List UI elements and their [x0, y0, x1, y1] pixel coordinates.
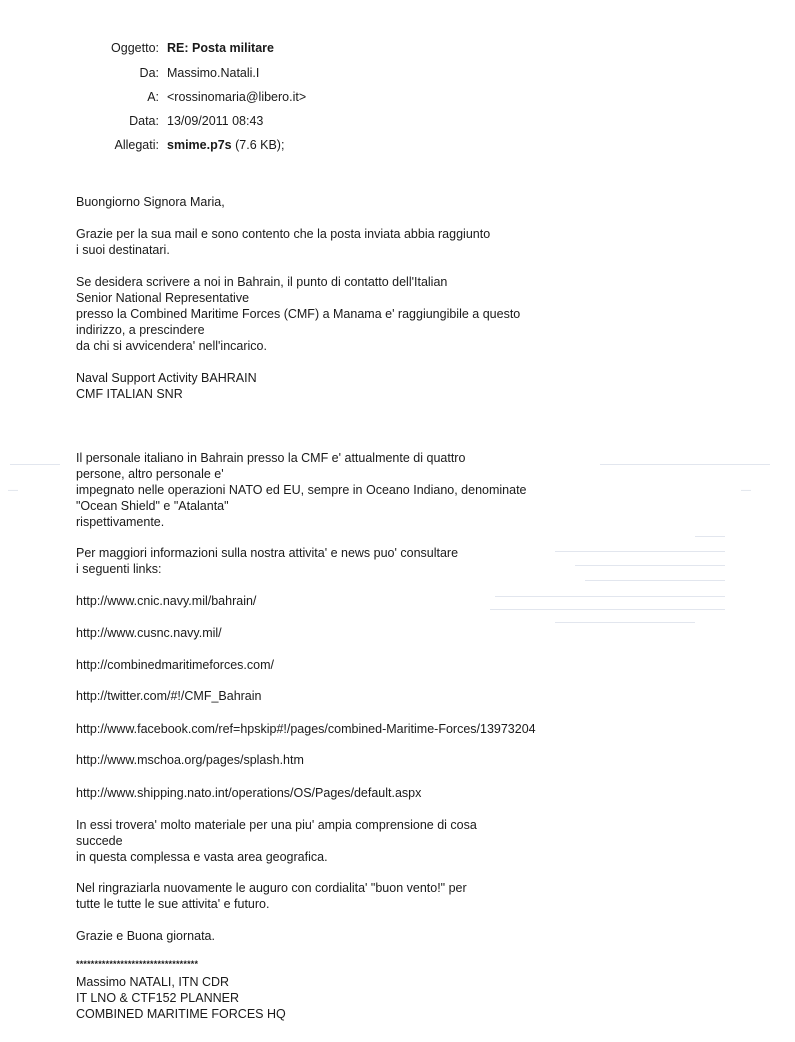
signature-line: Massimo NATALI, ITN CDR	[76, 975, 230, 989]
bleed-through-line	[695, 536, 725, 537]
attachments-label: Allegati:	[114, 138, 159, 152]
to-label: A:	[147, 90, 159, 104]
to-value: <rossinomaria@libero.it>	[167, 90, 307, 104]
subject-value: RE: Posta militare	[167, 41, 274, 55]
paragraph-personnel	[76, 450, 776, 530]
bleed-through-fragment: —	[8, 485, 18, 496]
text-line: Se desidera scrivere a noi in Bahrain, il punto di contatto dell'Italian	[76, 275, 448, 289]
closing: Grazie e Buona giornata.	[76, 929, 215, 943]
bleed-through-line	[555, 622, 695, 623]
bleed-through-line	[10, 464, 60, 465]
redaction-box	[262, 65, 358, 81]
link-twitter[interactable]: http://twitter.com/#!/CMF_Bahrain	[76, 689, 262, 703]
attachment-filename[interactable]: smime.p7s	[167, 138, 232, 152]
header-attachments-row	[0, 135, 795, 155]
attachment-entry	[167, 135, 284, 155]
link-cusnc[interactable]: http://www.cusnc.navy.mil/	[76, 626, 222, 640]
date-value: 13/09/2011 08:43	[167, 114, 264, 128]
bleed-through-line	[490, 609, 725, 610]
address-line: Naval Support Activity BAHRAIN	[76, 371, 257, 385]
text-line: "Ocean Shield" e "Atalanta"	[76, 499, 229, 513]
paragraph-wishes	[76, 880, 776, 912]
text-line: persone, altro personale e'	[76, 467, 224, 481]
link-combinedmaritimeforces[interactable]: http://combinedmaritimeforces.com/	[76, 658, 274, 672]
text-line: tutte le tutte le sue attivita' e futuro.	[76, 897, 270, 911]
link-cnic[interactable]: http://www.cnic.navy.mil/bahrain/	[76, 594, 257, 608]
text-line: presso la Combined Maritime Forces (CMF) a Manama e' raggiungibile a questo	[76, 307, 521, 321]
paragraph-contact	[76, 274, 776, 354]
text-line: Senior National Representative	[76, 291, 250, 305]
text-line: Per maggiori informazioni sulla nostra attivita' e news puo' consultare	[76, 546, 459, 560]
greeting: Buongiorno Signora Maria,	[76, 195, 225, 209]
from-value: Massimo.Natali.I	[167, 66, 260, 80]
text-line: Grazie per la sua mail e sono contento che la posta inviata abbia raggiunto	[76, 227, 491, 241]
signature-separator: *********************************	[76, 959, 199, 969]
text-line: Il personale italiano in Bahrain presso la CMF e' attualmente di quattro	[76, 451, 466, 465]
address-line: CMF ITALIAN SNR	[76, 387, 183, 401]
header-from-row	[0, 63, 795, 83]
text-line: Nel ringraziarla nuovamente le auguro con cordialita' "buon vento!" per	[76, 881, 467, 895]
paragraph-thanks	[76, 226, 776, 258]
link-nato-shipping[interactable]: http://www.shipping.nato.int/operations/OS/Pages/default.aspx	[76, 786, 422, 800]
text-line: In essi trovera' molto materiale per una piu' ampia comprensione di cosa	[76, 818, 477, 832]
text-line: i seguenti links:	[76, 562, 162, 576]
header-subject-row	[0, 38, 795, 58]
link-mschoa[interactable]: http://www.mschoa.org/pages/splash.htm	[76, 753, 304, 767]
text-line: succede	[76, 834, 123, 848]
signature-line: IT LNO & CTF152 PLANNER	[76, 991, 240, 1005]
text-line: indirizzo, a prescindere	[76, 323, 205, 337]
subject-label: Oggetto:	[111, 41, 159, 55]
from-label: Da:	[139, 66, 159, 80]
attachment-size: (7.6 KB);	[235, 138, 285, 152]
redaction-box	[74, 401, 205, 431]
signature-line: COMBINED MARITIME FORCES HQ	[76, 1007, 286, 1021]
date-label: Data:	[129, 114, 159, 128]
header-to-row	[0, 87, 795, 107]
paragraph-links-intro	[76, 545, 776, 577]
text-line: in questa complessa e vasta area geografica.	[76, 850, 328, 864]
paragraph-material	[76, 817, 776, 865]
header-date-row	[0, 111, 795, 131]
bleed-through-line	[585, 580, 725, 581]
link-facebook[interactable]: http://www.facebook.com/ref=hpskip#!/pages/combined-Maritime-Forces/13973204	[76, 722, 536, 736]
text-line: da chi si avvicendera' nell'incarico.	[76, 339, 267, 353]
mailing-address	[76, 370, 776, 402]
bleed-through-fragment: —	[741, 485, 751, 496]
text-line: impegnato nelle operazioni NATO ed EU, sempre in Oceano Indiano, denominate	[76, 483, 527, 497]
signature-block	[76, 974, 776, 1022]
text-line: rispettivamente.	[76, 515, 165, 529]
text-line: i suoi destinatari.	[76, 243, 170, 257]
